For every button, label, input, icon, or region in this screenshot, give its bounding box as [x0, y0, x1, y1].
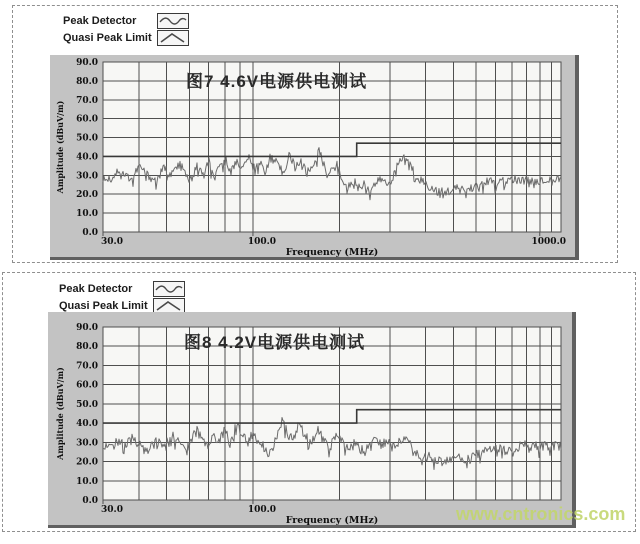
y-axis-title: Amplitude (dBuV/m)	[55, 367, 65, 460]
y-tick-label: 80.0	[76, 342, 98, 353]
y-tick-label: 0.0	[82, 496, 98, 506]
y-tick-label: 10.0	[76, 476, 98, 487]
x-axis-title: Frequency (MHz)	[285, 247, 379, 257]
y-tick-label: 40.0	[76, 419, 98, 430]
y-tick-label: 40.0	[76, 152, 98, 163]
quasi-peak-limit-icon	[157, 30, 189, 46]
watermark: www.cntronics.com	[456, 504, 626, 524]
x-tick-label: 100.0	[247, 237, 277, 247]
figure7-title: 图7 4.6V电源供电测试	[186, 72, 368, 91]
y-tick-label: 30.0	[76, 171, 98, 182]
y-tick-label: 80.0	[76, 76, 98, 87]
chart-figure8	[48, 312, 576, 528]
legend-row-quasi-peak	[63, 30, 189, 46]
figure8-title: 图8 4.2V电源供电测试	[184, 333, 366, 352]
peak-detector-label: Peak Detector	[59, 283, 133, 295]
legend-row-peak-detector	[59, 281, 185, 297]
y-tick-label: 70.0	[76, 95, 98, 106]
y-tick-label: 60.0	[76, 114, 98, 125]
x-tick-label: 1000.0	[531, 237, 566, 247]
legend	[59, 281, 185, 315]
legend-row-peak-detector	[63, 13, 189, 29]
peak-detector-icon	[157, 13, 189, 29]
panel-figure7	[12, 5, 618, 263]
y-tick-label: 50.0	[76, 133, 98, 144]
y-tick-label: 60.0	[76, 380, 98, 391]
y-tick-label: 0.0	[82, 228, 98, 238]
peak-detector-icon	[153, 281, 185, 297]
x-tick-label: 30.0	[101, 505, 123, 515]
y-tick-label: 50.0	[76, 399, 98, 410]
x-axis-title: Frequency (MHz)	[285, 515, 379, 525]
legend	[63, 13, 189, 47]
y-tick-label: 30.0	[76, 438, 98, 449]
peak-detector-label: Peak Detector	[63, 15, 137, 27]
y-tick-label: 90.0	[76, 323, 98, 333]
x-tick-label: 100.0	[247, 505, 277, 515]
y-tick-label: 70.0	[76, 361, 98, 372]
y-axis-title: Amplitude (dBuV/m)	[55, 100, 65, 194]
x-tick-label: 30.0	[101, 237, 123, 247]
quasi-peak-limit-label: Quasi Peak Limit	[63, 32, 152, 44]
y-tick-label: 10.0	[76, 209, 98, 220]
y-tick-label: 90.0	[76, 58, 98, 68]
quasi-peak-limit-label: Quasi Peak Limit	[59, 300, 148, 312]
y-tick-label: 20.0	[76, 457, 98, 468]
chart-figure7	[50, 55, 579, 260]
panel-figure8	[2, 272, 636, 532]
y-tick-label: 20.0	[76, 190, 98, 201]
